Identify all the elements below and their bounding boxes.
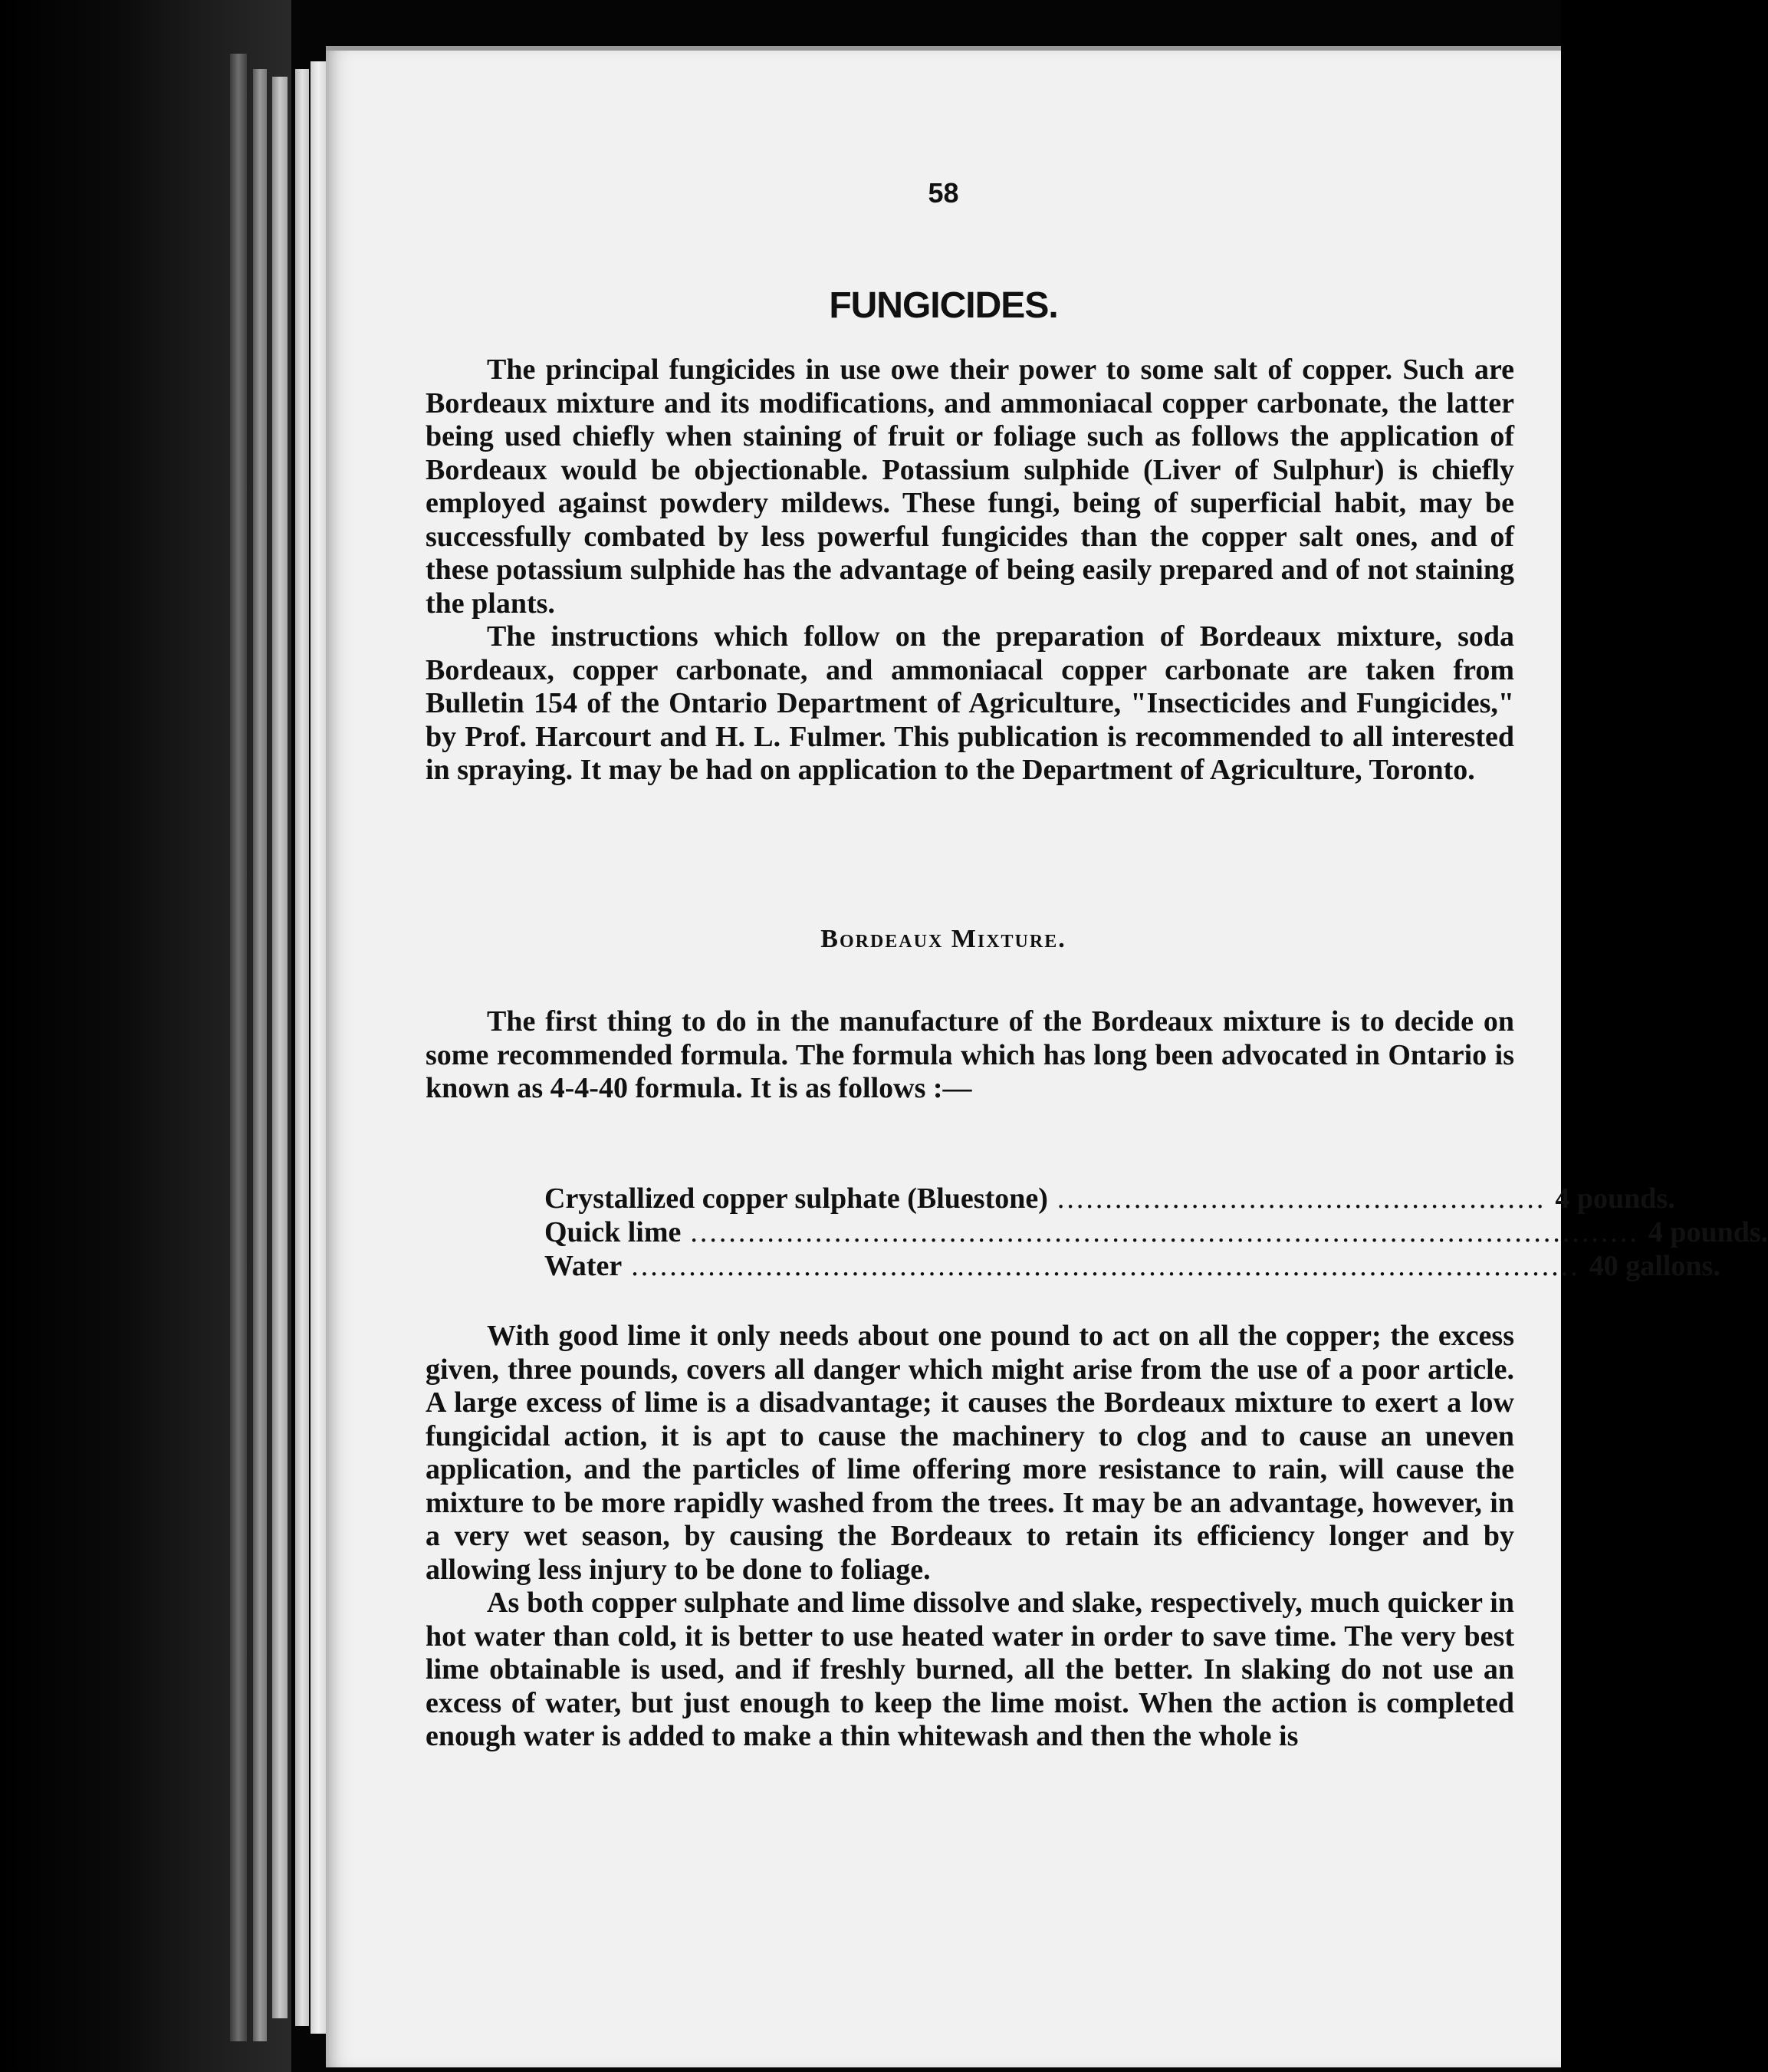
intro-section xyxy=(426,354,1514,788)
formula-row xyxy=(544,1215,1768,1249)
formula-table xyxy=(544,1182,1768,1283)
section-paragraph: With good lime it only needs about one pound to act on all the copper; the excess given, three pounds, covers all danger which might arise from the use of a poor article. A large excess of lime is a disadvantage; it causes the Bordeaux mixture to exert a low fungicidal action, it is apt to cause the machinery to clog and to cause an uneven application, and the particles of lime offering more resistance to rain, will cause the mixture to be more rapidly washed from the trees. It may be an advantage, however, in a very wet season, by causing the Bordeaux to retain its efficiency longer and by allowing less injury to be done to foliage. xyxy=(426,1320,1514,1586)
section-heading: Bordeaux Mixture. xyxy=(820,925,1066,953)
intro-paragraph: The principal fungicides in use owe their power to some salt of copper. Such are Bordeaux mixture and its modifications, and ammoniacal copper carbonate, the latter being used chiefly when staining of fruit or foliage such as follows the application of Bordeaux would be objectionable. Potassium sulphide (Liver of Sulphur) is chiefly employed against powdery mildews. These fungi, being of superficial habit, may be successfully combated by less powerful fungicides than the copper salt ones, and of these potassium sulphide has the advantage of being easily prepared and of not staining the plants. xyxy=(426,354,1514,620)
formula-amount: 4 pounds. xyxy=(1555,1182,1675,1215)
leader-dots: ................................................................................................... xyxy=(631,1250,1580,1282)
leader-dots: ................................................................................................... xyxy=(690,1216,1639,1248)
formula-amount: 40 gallons. xyxy=(1589,1250,1720,1282)
intro-paragraph: The instructions which follow on the preparation of Bordeaux mixture, soda Bordeaux, copper carbonate, and ammoniacal copper carbonate are taken from Bulletin 154 of the Ontario Department of Agriculture, "Insecticides and Fungicides," by Prof. Harcourt and H. L. Fulmer. This publication is recommended to all interested in spraying. It may be had on application to the Department of Agriculture, Toronto. xyxy=(426,620,1514,786)
page-edge xyxy=(272,77,288,2018)
formula-ingredient: Crystallized copper sulphate (Bluestone) xyxy=(544,1182,1048,1215)
section-body xyxy=(426,1320,1514,1754)
book-page xyxy=(326,46,1768,2067)
section-intro xyxy=(426,1005,1514,1106)
page-edge xyxy=(253,69,267,2041)
formula-ingredient: Quick lime xyxy=(544,1216,682,1248)
section-paragraph: As both copper sulphate and lime dissolve and slake, respectively, much quicker in hot water than cold, it is better to use heated water in order to save time. The very best lime obtainable is used, and if freshly burned, all the better. In slaking do not use an excess of water, but just enough to keep the lime moist. When the action is completed enough water is added to make a thin whitewash and then the whole is xyxy=(426,1587,1514,1752)
page-number: 58 xyxy=(928,177,959,209)
formula-row xyxy=(544,1249,1720,1283)
book-binding xyxy=(0,0,291,2072)
formula-row xyxy=(544,1182,1675,1215)
page-edge xyxy=(230,54,247,2041)
leader-dots: ................................................... xyxy=(1057,1182,1546,1215)
section-paragraph: The first thing to do in the manufacture of the Bordeaux mixture is to decide on some recommended formula. The formula which has long been advocated in Ontario is known as 4-4-40 formula. It is as follows :— xyxy=(426,1005,1514,1104)
formula-ingredient: Water xyxy=(544,1250,623,1282)
formula-amount: 4 pounds. xyxy=(1648,1216,1768,1248)
page-edge xyxy=(311,61,326,2034)
page-title: FUNGICIDES. xyxy=(829,285,1058,326)
page-edge xyxy=(295,69,309,2026)
